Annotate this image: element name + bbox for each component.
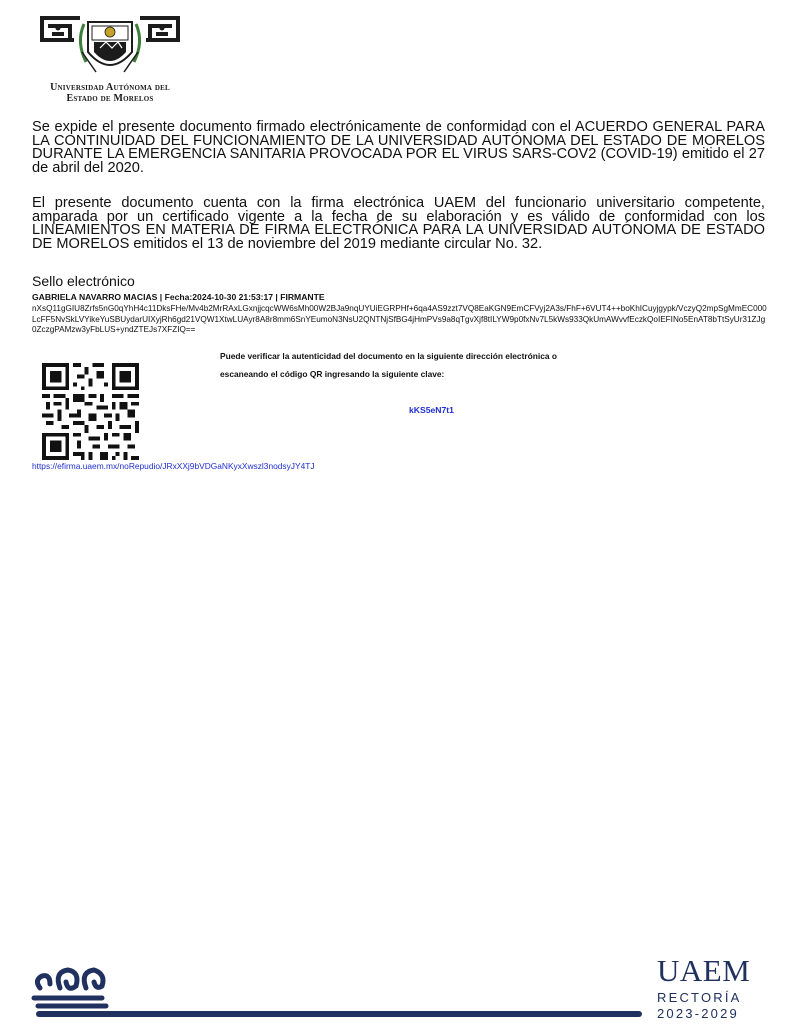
brand-office: RECTORÍA — [657, 990, 742, 1005]
qr-code-icon — [42, 363, 139, 460]
uaem-crest-icon — [36, 12, 184, 82]
institution-name — [36, 82, 184, 104]
verification-instructions — [220, 348, 630, 383]
legal-paragraph-1: Se expide el presente documento firmado electrónicamente de conformidad con el ACUERDO GENERAL PARA LA CONTINUIDAD DEL FUNCIONAMIENTO DE LA UNIVERSIDAD AUTÓNOMA DEL ESTADO DE MORELOS DURANTE LA EMERGENCIA SANITARIA PROVOCADA POR EL VIRUS SARS-COV2 (COVID-19) emitido el 27 de abril del 2020. — [32, 119, 765, 176]
institution-line-1: Universidad Autónoma del — [50, 82, 170, 93]
verification-link[interactable]: https://efirma.uaem.mx/noRepudio/JRxXXj9bVDGaNKyxXwszl3nodsyJY4TJ — [32, 461, 315, 471]
legal-paragraph-2: El presente documento cuenta con la firma electrónica UAEM del funcionario universitario competente, amparada por un certificado vigente a la fecha de su elaboración y es válido de conformidad con los LINEAMIENTOS EN MATERIA DE FIRMA ELECTRÓNICA PARA LA UNIVERSIDAD AUTÓNOMA DE ESTADO DE MORELOS emitidos el 13 de noviembre del 2019 mediante circular No. 32. — [32, 195, 765, 252]
brand-name: UAEM — [657, 953, 751, 988]
verification-line-2: escaneando el código QR ingresando la siguiente clave: — [220, 368, 445, 379]
institution-line-2: Estado de Morelos — [66, 93, 154, 104]
footer-rule — [36, 1011, 642, 1017]
verification-key: kKS5eN7t1 — [409, 405, 454, 415]
signer-line: GABRIELA NAVARRO MACIAS | Fecha:2024-10-30 21:53:17 | FIRMANTE — [32, 292, 325, 302]
signature-hash: nXsQ11gGIU8Zrfs5nG0qYhH4c11DksFHe/Mv4b2MrRAxLGxnjjcqcWW6sMh00W2BJa9nqUYUiEGRPHf+6qa4AS9zzt7VQ8EaKGN9EmCFVyj2A3s/FhF+6VUT4++boKhICuyjgypk/VczyQ2mpSgMmEC000LcFF5NvSkLVYikeYuSBUydarUIXyjRh6gd21VQW1XtwLUAyr8A8r8mm6SnYEumoN3NsU2QNTNjSfBG4jHmPVs9a8qTgvXjf8tILYW9p0fxNv7L5kWs933QkUmAWvvfEczkQoIEFINo5EnAT8bTtSyUr31ZJg0ZczgPAMzw3yFbLUS+yndZTEJs7XFZIQ== — [32, 304, 767, 334]
brand-period: 2023-2029 — [657, 1006, 739, 1021]
footer-brand — [657, 955, 752, 1022]
seal-title: Sello electrónico — [32, 273, 135, 289]
verification-line-1: Puede verificar la autenticidad del documento en la siguiente dirección electrónica o — [220, 351, 557, 361]
